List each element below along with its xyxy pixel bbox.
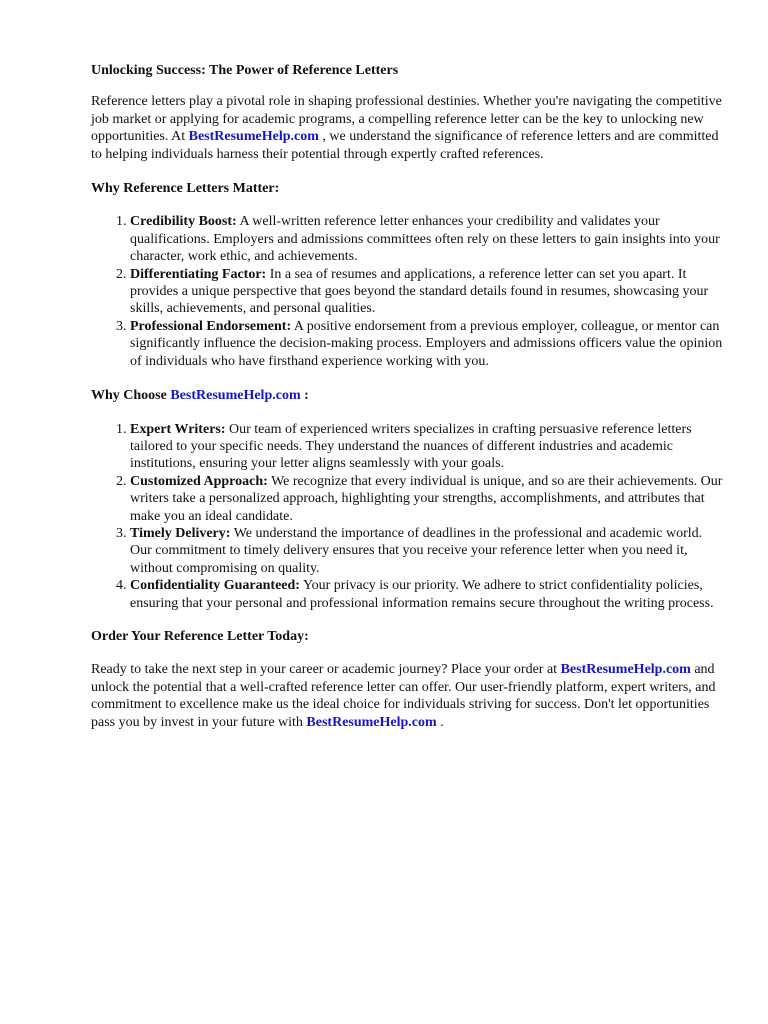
order-site-link-1[interactable]: BestResumeHelp.com bbox=[560, 662, 691, 678]
list-item-text: A positive endorsement from a previous employer, colleague, or mentor can significantly influence the decision-making process. Employers and admissions officers value the opinion of individuals who have firsthand experience working with you. bbox=[130, 318, 723, 369]
order-site-link-2[interactable]: BestResumeHelp.com bbox=[306, 714, 437, 730]
list-item-text: Your privacy is our priority. We adhere to strict confidentiality policies, ensuring that your personal and professional information remains secure throughout the writing process. bbox=[130, 578, 714, 611]
why-matters-list bbox=[91, 213, 723, 370]
list-item bbox=[130, 213, 723, 265]
list-item-term: Timely Delivery: bbox=[130, 525, 231, 541]
list-item-term: Professional Endorsement: bbox=[130, 318, 292, 334]
document-title: Unlocking Success: The Power of Reference Letters bbox=[91, 63, 399, 78]
order-text-middle: and unlock the potential that a well-crafted reference letter can offer. Our user-friendly platform, expert writers, and commitment to excellence make us the ideal choice for individuals striving for success. Don't let opportunities pass you by invest in your future with bbox=[91, 662, 716, 730]
list-item-text: We understand the importance of deadlines in the professional and academic world. Our commitment to timely delivery ensures that you receive your reference letter when you need it, without compromising on quality. bbox=[130, 525, 703, 576]
intro-text-before: Reference letters play a pivotal role in shaping professional destinies. Whether you're navigating the competitive job market or applying for academic programs, a compelling reference letter can be the key to unlocking new opportunities. At bbox=[91, 94, 722, 145]
why-choose-list bbox=[91, 421, 723, 612]
why-matters-heading: Why Reference Letters Matter: bbox=[91, 181, 280, 197]
document-content bbox=[91, 62, 723, 731]
intro-text-after: , we understand the significance of reference letters and are committed to helping individuals harness their potential through expertly crafted references. bbox=[91, 129, 719, 162]
list-item-text: A well-written reference letter enhances your credibility and validates your qualifications. Employers and admissions committees often rely on these letters to gain insights into your character, work ethic, and achievements. bbox=[130, 214, 720, 265]
list-item bbox=[130, 473, 723, 525]
list-item bbox=[130, 318, 723, 370]
list-item-text: In a sea of resumes and applications, a reference letter can set you apart. It provides a unique perspective that goes beyond the standard details found in resumes, showcasing your skills, achievements, and personal qualities. bbox=[130, 266, 709, 317]
order-text-after: . bbox=[440, 714, 444, 730]
why-choose-site-link[interactable]: BestResumeHelp.com bbox=[170, 388, 301, 404]
list-item-text: We recognize that every individual is unique, and so are their achievements. Our writers take a personalized approach, highlighting your strengths, accomplishments, and attributes that make you an ideal candidate. bbox=[130, 473, 723, 524]
list-item-term: Confidentiality Guaranteed: bbox=[130, 578, 300, 594]
list-item-term: Customized Approach: bbox=[130, 473, 268, 489]
list-item-term: Expert Writers: bbox=[130, 421, 226, 437]
list-item bbox=[130, 421, 723, 473]
order-heading: Order Your Reference Letter Today: bbox=[91, 628, 309, 644]
list-item bbox=[130, 266, 723, 318]
list-item bbox=[130, 577, 723, 612]
why-choose-heading-text: Why Choose bbox=[91, 388, 171, 404]
why-choose-heading bbox=[91, 387, 723, 404]
order-paragraph bbox=[91, 661, 723, 731]
why-choose-heading-colon: : bbox=[304, 388, 309, 404]
list-item-text: Our team of experienced writers specializes in crafting persuasive reference letters tailored to your specific needs. They understand the nuances of different industries and academic institutions, ensuring your letter aligns seamlessly with your goals. bbox=[130, 421, 692, 472]
order-text-before: Ready to take the next step in your career or academic journey? Place your order at bbox=[91, 662, 561, 678]
list-item-term: Credibility Boost: bbox=[130, 214, 237, 230]
list-item bbox=[130, 525, 723, 577]
intro-site-link[interactable]: BestResumeHelp.com bbox=[188, 129, 319, 145]
list-item-term: Differentiating Factor: bbox=[130, 266, 267, 282]
intro-paragraph bbox=[91, 93, 723, 163]
